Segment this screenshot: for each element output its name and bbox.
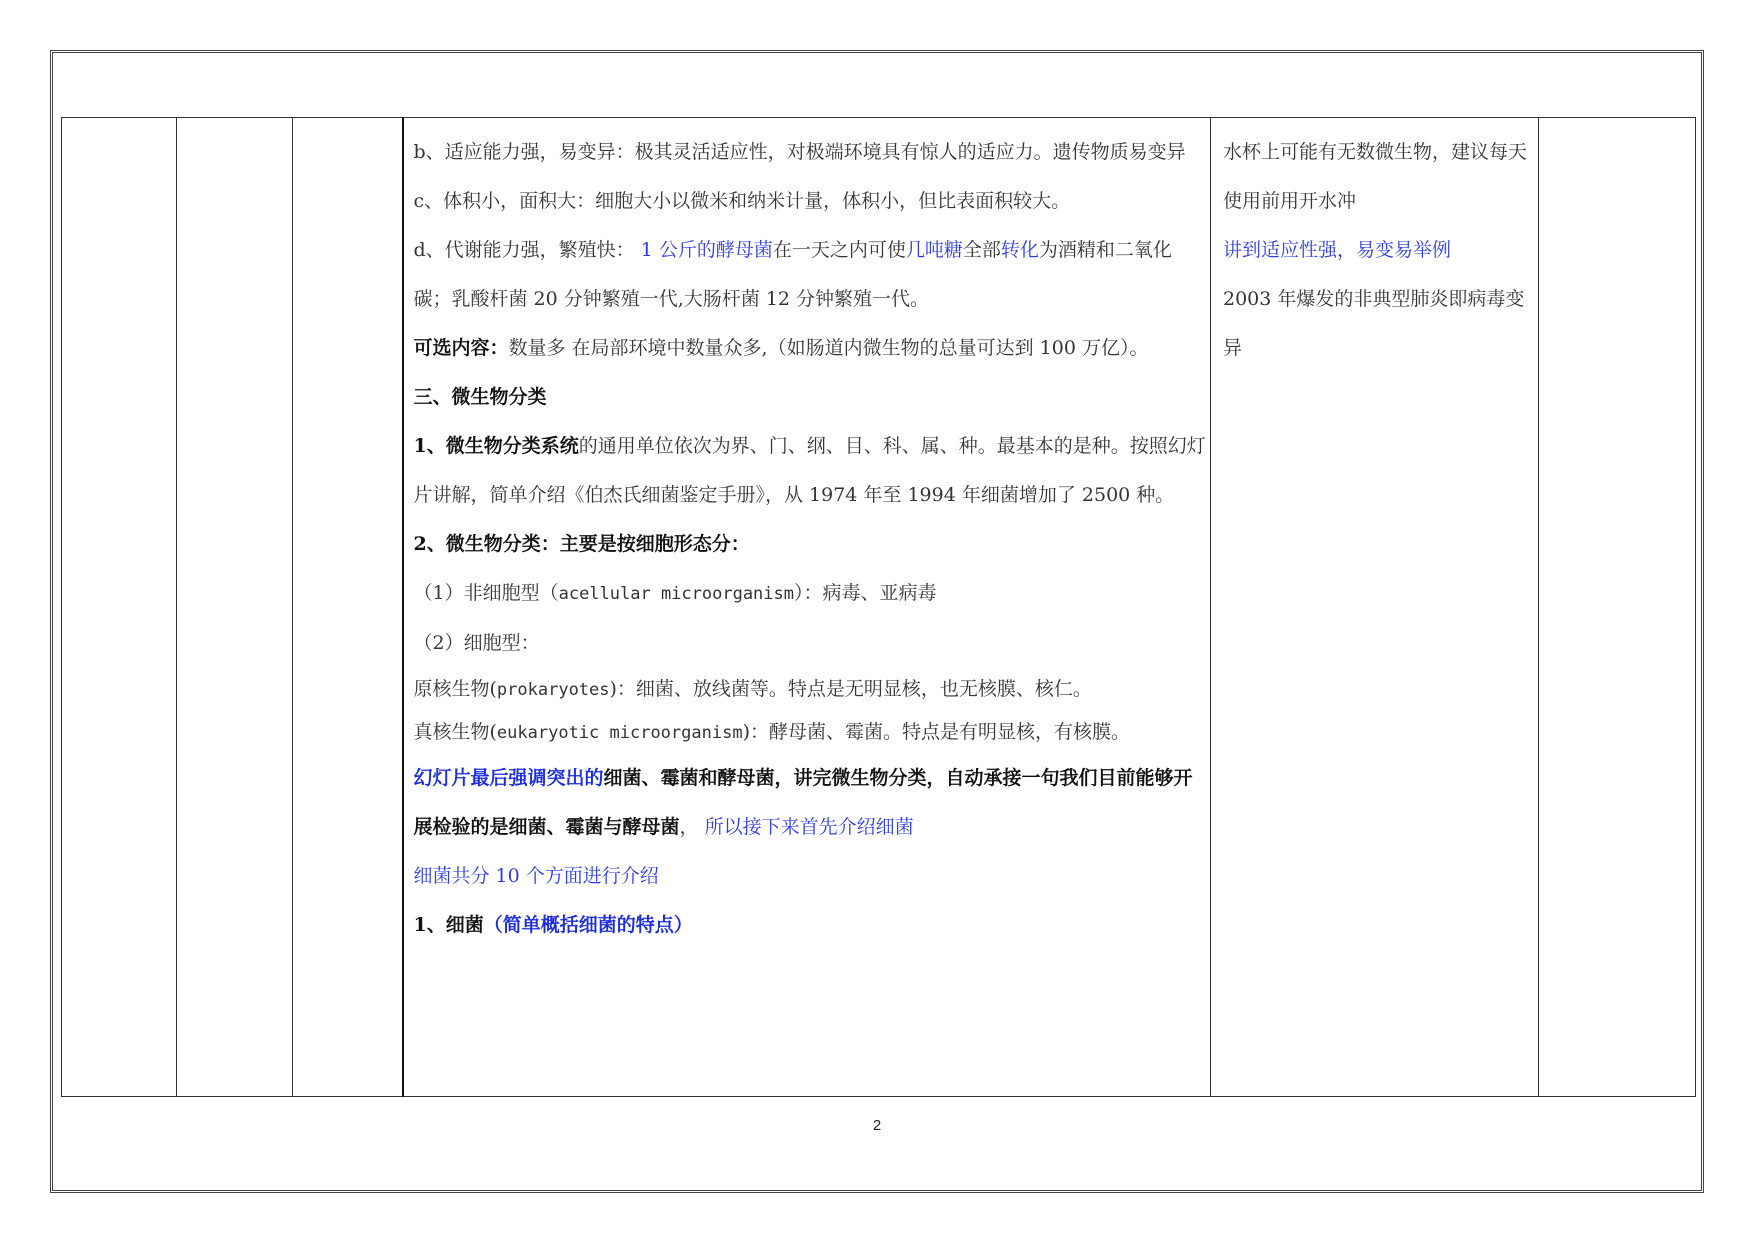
teaching-content [404, 118, 1211, 950]
classification-by-morphology: 2、微生物分类：主要是按细胞形态分： [413, 533, 750, 555]
acellular-type [414, 569, 1207, 619]
prokaryote-term: prokaryotes [496, 680, 610, 700]
optional-content [414, 324, 1207, 373]
optional-text: 数量多 在局部环境中数量众多,（如肠道内微生物的总量可达到 100 万亿）。 [508, 337, 1149, 359]
table-row [62, 118, 1696, 1097]
empty-cell-2 [177, 118, 293, 1097]
point-d-text-2: 全部 [962, 239, 1001, 261]
bacteria-heading [414, 901, 1207, 950]
bacteria-intro: 细菌共分 10 个方面进行介绍 [413, 865, 659, 887]
eukaryote-line [414, 711, 1207, 754]
slide-emphasis-tail: 所以接下来首先介绍细菌 [698, 816, 914, 838]
point-d-highlight-sugar: 几吨糖 [905, 239, 963, 261]
point-d-prefix: d、代谢能力强，繁殖快： [413, 239, 635, 261]
teacher-notes [1211, 118, 1538, 373]
page-number: 2 [872, 1117, 882, 1134]
point-d [414, 226, 1207, 324]
teaching-content-cell [403, 118, 1211, 1097]
empty-cell-3 [293, 118, 403, 1097]
bacteria-heading-note: （简单概括细菌的特点） [483, 914, 693, 936]
prokaryote-line [414, 668, 1207, 711]
optional-label: 可选内容： [413, 337, 509, 359]
acellular-prefix: （1）非细胞型（ [413, 582, 559, 604]
point-b: b、适应能力强，易变异：极其灵活适应性，对极端环境具有惊人的适应力。遗传物质易变异 [413, 141, 1186, 163]
point-d-highlight-yeast: 1 公斤的酵母菌 [634, 239, 773, 261]
eukaryote-term: eukaryotic microorganism [496, 723, 743, 743]
eukaryote-suffix: )：酵母菌、霉菌。特点是有明显核，有核膜。 [742, 721, 1130, 743]
slide-emphasis-bold: 细菌、霉菌和酵母菌，讲完微生物分类，自动承接一句我们目前能够开展检验的是细菌、霉菌与酵母菌 [413, 767, 1193, 838]
eukaryote-prefix: 真核生物( [413, 721, 497, 743]
lesson-plan-table [61, 117, 1696, 1097]
prokaryote-prefix: 原核生物( [413, 678, 497, 700]
point-c: c、体积小，面积大：细胞大小以微米和纳米计量，体积小，但比表面积较大。 [413, 190, 1071, 212]
point-d-rest: 为酒精和二氧化碳；乳酸杆菌 20 分钟繁殖一代,大肠杆菌 12 分钟繁殖一代。 [413, 239, 1172, 310]
bacteria-heading-label: 1、细菌 [413, 914, 484, 936]
classification-system-label: 1、微生物分类系统 [413, 435, 579, 457]
note-water-cup: 水杯上可能有无数微生物，建议每天使用前用开水冲 [1223, 141, 1528, 212]
empty-cell-1 [62, 118, 177, 1097]
classification-system [414, 422, 1207, 520]
note-sars: 2003 年爆发的非典型肺炎即病毒变异 [1223, 288, 1525, 359]
point-d-text: 在一天之内可使 [772, 239, 906, 261]
notes-cell [1211, 118, 1539, 1097]
point-d-highlight-convert: 转化 [1000, 239, 1039, 261]
slide-emphasis-comma: ， [679, 816, 699, 838]
section-heading-classification: 三、微生物分类 [413, 386, 547, 408]
acellular-term: acellular microorganism [558, 584, 794, 604]
acellular-suffix: ）：病毒、亚病毒 [794, 582, 937, 604]
slide-emphasis [414, 754, 1207, 852]
note-adaptability-example: 讲到适应性强，易变易举例 [1223, 239, 1452, 261]
slide-emphasis-blue: 幻灯片最后强调突出的 [413, 767, 604, 789]
prokaryote-suffix: )：细菌、放线菌等。特点是无明显核，也无核膜、核仁。 [609, 678, 1092, 700]
classification-system-text: 的通用单位依次为界、门、纲、目、科、属、种。最基本的是种。按照幻灯片讲解，简单介绍《伯杰氏细菌鉴定手册》，从 1974 年至 1994 年细菌增加了 2500 种。 [413, 435, 1206, 506]
cellular-type: （2）细胞型： [413, 632, 540, 654]
empty-cell-last [1539, 118, 1696, 1097]
